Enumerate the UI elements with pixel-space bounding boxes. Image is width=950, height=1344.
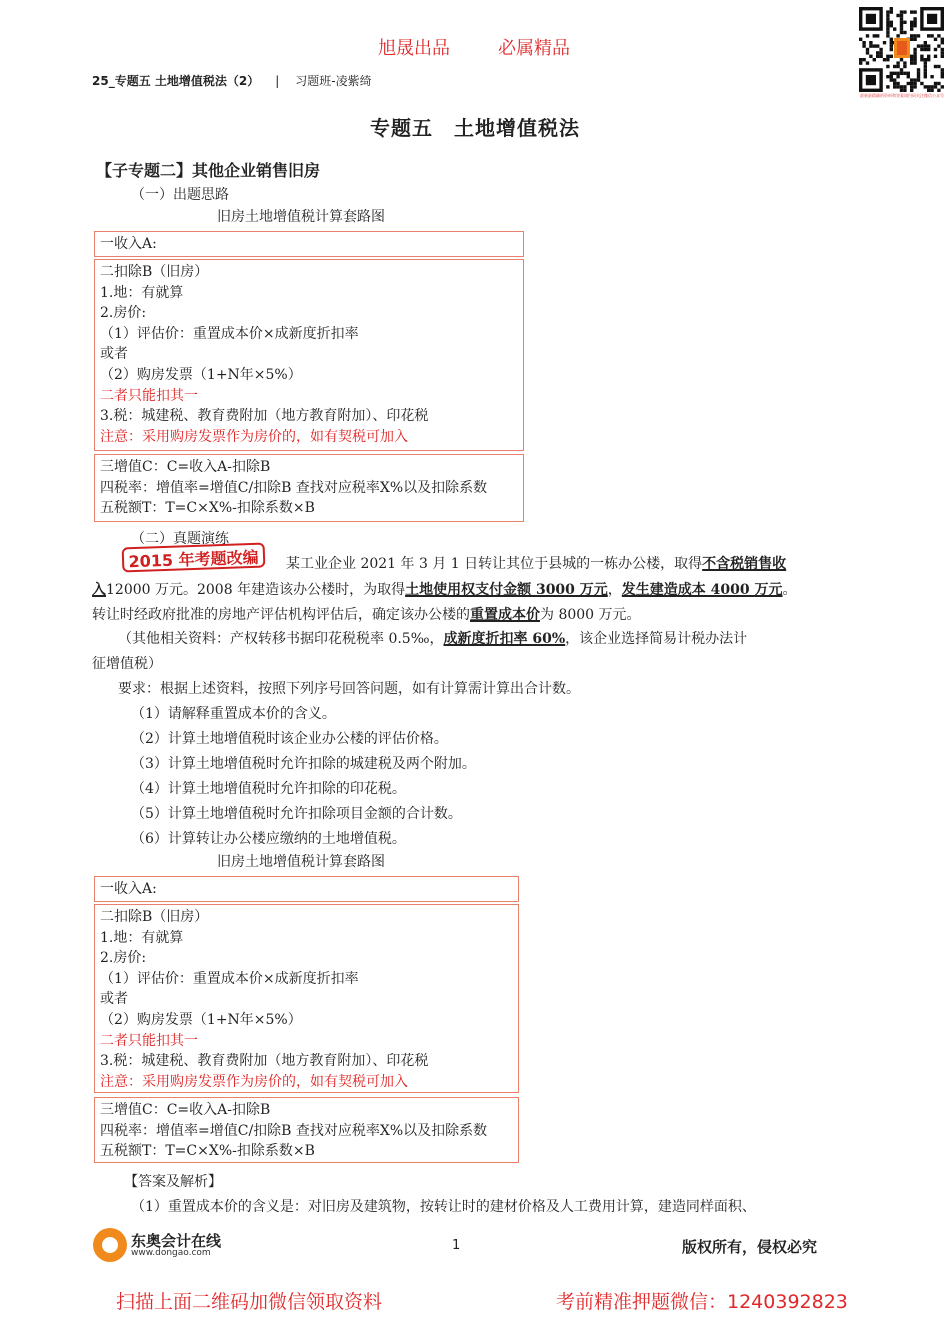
qr-code — [858, 6, 946, 106]
deduction-heading: 二扣除B（旧房） — [100, 909, 209, 925]
case-line-3 — [92, 604, 641, 624]
page-number: 1 — [452, 1238, 461, 1253]
header-separator: | — [275, 74, 280, 88]
case-emphasis: 不含税销售收 — [702, 556, 787, 572]
exam-year-stamp: 2015 年考题改编 — [122, 543, 266, 573]
deduction-option-1: （1）评估价：重置成本价×成新度折扣率 — [100, 325, 359, 342]
deduction-option-1: （1）评估价：重置成本价×成新度折扣率 — [100, 970, 359, 987]
logo-mark-icon — [93, 1228, 127, 1262]
scan-qr-notice: 扫描上面二维码加微信领取资料 — [116, 1291, 383, 1313]
deduction-option-2: （2）购房发票（1+N年×5%） — [100, 366, 302, 383]
course-name: 习题班-凌紫绮 — [295, 74, 372, 88]
answer-heading: 【答案及解析】 — [124, 1174, 222, 1190]
diagram2-deduction-box — [94, 904, 519, 1093]
deduction-tax: 3.税：城建税、教育费附加（地方教育附加）、印花税 — [100, 1053, 429, 1070]
case-line-4 — [118, 628, 747, 648]
case-emphasis: 发生建造成本 4000 万元 — [621, 582, 783, 598]
deduction-or: 或者 — [100, 346, 128, 363]
deduction-house: 2.房价: — [100, 305, 147, 322]
diagram-income-box — [94, 231, 524, 257]
question-5: （5）计算土地增值税时允许扣除项目金额的合计数。 — [131, 806, 462, 822]
diagram2-income-box — [94, 876, 519, 902]
case-line-2 — [92, 579, 797, 599]
diagram-deduction-box — [94, 259, 524, 451]
income-label: 一收入A: — [100, 881, 157, 897]
section-heading-2: （二）真题演练 — [131, 531, 229, 547]
lecture-header — [92, 72, 372, 89]
logo-name: 东奥会计在线 — [131, 1232, 222, 1250]
case-text: 12000 万元。2008 年建造该办公楼时，为取得 — [106, 582, 406, 598]
deduction-note: 注意：采用购房发票作为房价的，如有契税可加入 — [100, 1073, 408, 1090]
case-text: 。 — [782, 582, 797, 598]
deduction-tax: 3.税：城建税、教育费附加（地方教育附加）、印花税 — [100, 408, 429, 425]
wechat-contact: 考前精准押题微信：1240392823 — [556, 1291, 848, 1313]
case-emphasis: 土地使用权支付金额 3000 万元 — [405, 582, 608, 598]
case-text: 为 8000 万元。 — [540, 607, 641, 623]
calc-rate: 四税率：增值率=增值C/扣除B 查找对应税率X%以及扣除系数 — [100, 479, 488, 496]
deduction-or: 或者 — [100, 991, 128, 1008]
calc-increment: 三增值C：C=收入A-扣除B — [100, 1102, 271, 1118]
case-emphasis: 重置成本价 — [470, 607, 540, 623]
case-text: 转让时经政府批准的房地产评估机构评估后，确定该办公楼的 — [92, 607, 470, 623]
deduction-house: 2.房价: — [100, 950, 147, 967]
diagram-title-2: 旧房土地增值税计算套路图 — [217, 854, 385, 870]
case-requirement: 要求：根据上述资料，按照下列序号回答问题，如有计算需计算出合计数。 — [118, 681, 580, 697]
deduction-land: 1.地：有就算 — [100, 284, 184, 301]
lecture-title: 25_专题五 土地增值税法（2） — [92, 74, 260, 88]
calc-amount: 五税额T：T=C×X%-扣除系数×B — [100, 1143, 315, 1160]
question-3: （3）计算土地增值税时允许扣除的城建税及两个附加。 — [131, 756, 476, 772]
section-heading-1: （一）出题思路 — [131, 187, 229, 203]
question-1: （1）请解释重置成本价的含义。 — [131, 706, 336, 722]
page-title: 专题五 土地增值税法 — [370, 116, 580, 140]
case-text: 某工业企业 2021 年 3 月 1 日转让其位于县城的一栋办公楼，取得 — [286, 556, 703, 572]
slogan-right: 必属精品 — [498, 38, 570, 59]
deduction-heading: 二扣除B（旧房） — [100, 264, 209, 280]
calc-amount: 五税额T：T=C×X%-扣除系数×B — [100, 500, 315, 517]
deduction-land: 1.地：有就算 — [100, 929, 184, 946]
case-emphasis: 入 — [92, 582, 106, 598]
question-2: （2）计算土地增值税时该企业办公楼的评估价格。 — [131, 731, 448, 747]
qr-caption: 最新最精确的资料和答案请扫码关注微信公众号 — [860, 93, 944, 98]
income-label: 一收入A: — [100, 236, 157, 252]
question-6: （6）计算转让办公楼应缴纳的土地增值税。 — [131, 831, 406, 847]
copyright-notice: 版权所有，侵权必究 — [682, 1238, 818, 1256]
slogan-left: 旭晟出品 — [378, 38, 450, 59]
question-4: （4）计算土地增值税时允许扣除的印花税。 — [131, 781, 406, 797]
dongao-logo — [93, 1228, 253, 1264]
subtopic-heading: 【子专题二】其他企业销售旧房 — [96, 161, 321, 180]
diagram-title: 旧房土地增值税计算套路图 — [217, 209, 385, 225]
case-emphasis: 成新度折扣率 60% — [443, 631, 566, 647]
diagram-calc-box — [94, 454, 524, 522]
case-line-1 — [286, 553, 786, 573]
deduction-option-2: （2）购房发票（1+N年×5%） — [100, 1011, 302, 1028]
deduction-note: 注意：采用购房发票作为房价的，如有契税可加入 — [100, 428, 408, 445]
deduction-only-one: 二者只能扣其一 — [100, 1032, 198, 1049]
case-text: （其他相关资料：产权转移书据印花税税率 0.5‰， — [118, 631, 444, 647]
answer-1: （1）重置成本价的含义是：对旧房及建筑物，按转让时的建材价格及人工费用计算，建造同样面积、 — [131, 1199, 756, 1215]
case-line-5: 征增值税） — [92, 656, 162, 672]
diagram2-calc-box — [94, 1097, 519, 1163]
calc-rate: 四税率：增值率=增值C/扣除B 查找对应税率X%以及扣除系数 — [100, 1122, 488, 1139]
logo-url: www.dongao.com — [131, 1248, 211, 1258]
case-text: ， — [607, 582, 622, 598]
case-text: ，该企业选择简易计税办法计 — [565, 631, 748, 647]
calc-increment: 三增值C：C=收入A-扣除B — [100, 459, 271, 475]
deduction-only-one: 二者只能扣其一 — [100, 387, 198, 404]
